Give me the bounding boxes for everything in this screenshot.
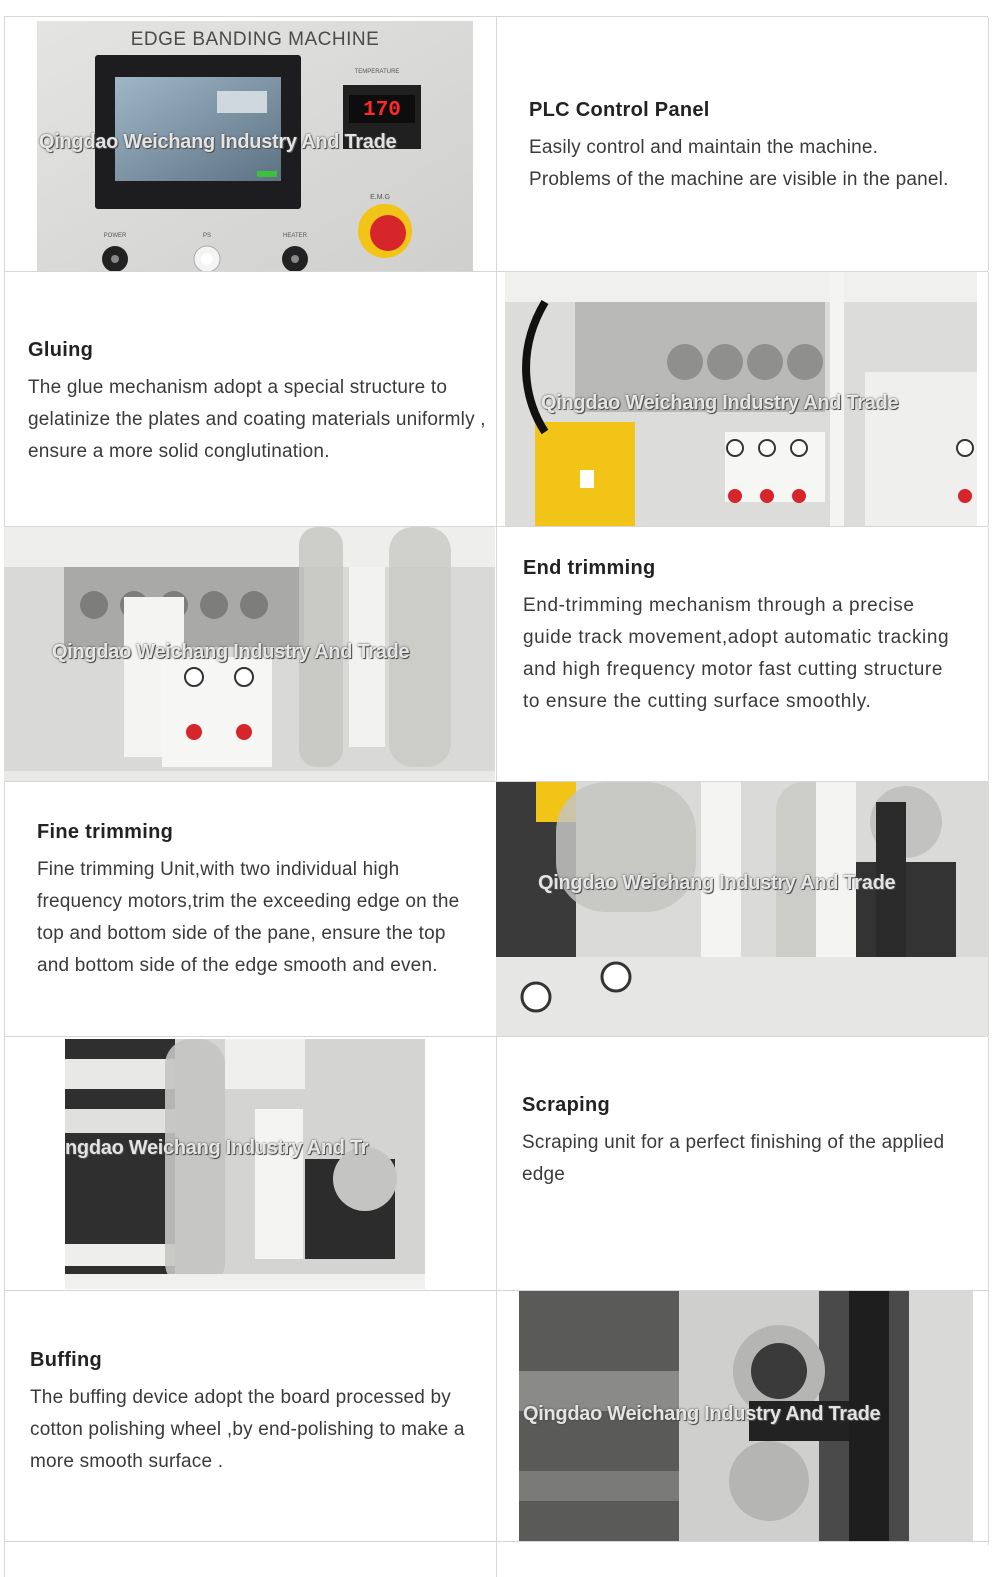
- gluing-photo-cell: [496, 272, 989, 526]
- temperature-label: TEMPERATURE: [354, 69, 400, 75]
- watermark: Qingdao Weichang Industry And Trade: [541, 392, 899, 414]
- buffing-photo-cell: [496, 1291, 989, 1545]
- section-description: Fine trimming Unit,with two individual high frequency motors,trim the exceeding edge on the top and bottom side of the pane, ensure the top and bottom side of the edge smooth and even.: [37, 859, 460, 976]
- watermark: Qingdao Weichang Industry And Trade: [52, 641, 410, 663]
- row-gluing: [4, 271, 988, 526]
- emergency-stop-icon: [370, 215, 406, 251]
- section-title: Gluing: [28, 339, 94, 361]
- row-buffing: [4, 1290, 988, 1545]
- ps-label: PS: [202, 233, 212, 239]
- section-description: The glue mechanism adopt a special structure to gelatinize the plates and coating materials uniformly , ensure a more solid conglutination.: [28, 377, 486, 462]
- watermark: Qingdao Weichang Industry And Trade: [39, 131, 397, 153]
- row-fine-trimming: [4, 781, 988, 1036]
- row-end-trimming: [4, 526, 988, 781]
- fine-trimming-text-cell: [4, 782, 497, 1036]
- buffing-text-cell: [4, 1291, 497, 1545]
- gluing-photo: [505, 272, 977, 526]
- section-description: The buffing device adopt the board processed by cotton polishing wheel ,by end-polishing to make a more smooth surface .: [30, 1387, 465, 1472]
- heater-label: HEATER: [283, 233, 307, 239]
- gluing-text-cell: [4, 272, 497, 526]
- end-trimming-text-cell: [496, 527, 989, 781]
- watermark: Qingdao Weichang Industry And Trade: [538, 872, 896, 894]
- section-description: End-trimming mechanism through a precise guide track movement,adopt automatic tracking and high frequency motor fast cutting structure to ensure the cutting surface smoothly.: [523, 595, 950, 712]
- section-title: Fine trimming: [37, 821, 174, 843]
- plc-photo-cell: [4, 17, 497, 271]
- grid-bottom-divider: [496, 1541, 497, 1577]
- watermark-partial: ngdao Weichang Industry And Tr: [65, 1137, 369, 1159]
- end-trimming-photo: [4, 527, 495, 781]
- plc-text-cell: [496, 17, 989, 271]
- section-title: Scraping: [522, 1094, 610, 1116]
- section-title: PLC Control Panel: [529, 99, 710, 121]
- row-plc: [4, 16, 988, 271]
- scraping-photo: [65, 1039, 425, 1289]
- end-trimming-photo-cell: [4, 527, 497, 781]
- temperature-display: 170: [363, 99, 401, 122]
- panel-header: EDGE BANDING MACHINE: [130, 29, 380, 50]
- power-label: POWER: [103, 233, 127, 239]
- section-description: Easily control and maintain the machine. Problems of the machine are visible in the panel.: [529, 137, 949, 190]
- watermark: Qingdao Weichang Industry And Trade: [523, 1403, 881, 1425]
- fine-trimming-photo-cell: [496, 782, 989, 1036]
- fine-trimming-photo: [496, 782, 988, 1036]
- section-description: Scraping unit for a perfect finishing of the applied edge: [522, 1132, 945, 1185]
- plc-panel-photo: [37, 21, 473, 271]
- scraping-text-cell: [496, 1037, 989, 1291]
- row-scraping: [4, 1036, 988, 1291]
- section-title: Buffing: [30, 1349, 103, 1371]
- scraping-photo-cell: [4, 1037, 497, 1291]
- emg-label: E.M.G: [370, 194, 390, 201]
- section-title: End trimming: [523, 557, 656, 579]
- buffing-photo: [519, 1291, 973, 1541]
